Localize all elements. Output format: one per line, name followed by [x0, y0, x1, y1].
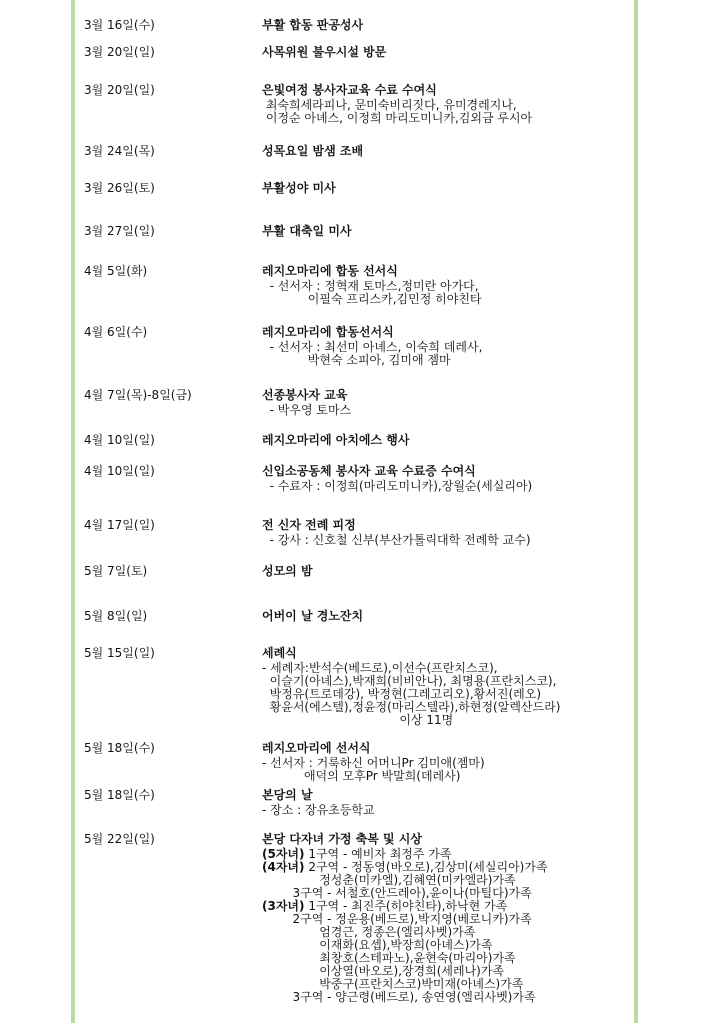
entry-content [262, 144, 632, 159]
entry-title: 전 신자 전례 피정 [262, 518, 356, 532]
right-border-line [634, 0, 638, 1023]
entry-date: 3월 20일(일) [84, 45, 155, 59]
entry-content [262, 741, 632, 783]
detail-text: - 장소 : 장유초등학교 [262, 803, 375, 817]
detail-text: - 선서자 : 최선미 아녜스, 이숙희 데레사, [262, 340, 483, 354]
entry-content [262, 325, 632, 367]
entry-title: 부활성야 미사 [262, 181, 336, 195]
detail-text: - 선서자 : 정혁재 토마스,정미란 아가다, [262, 279, 479, 293]
detail-text: 애덕의 모후Pr 박말희(데레사) [262, 769, 461, 783]
detail-text: 정성춘(미카엘),김혜연(미카엘라)가족 [262, 873, 516, 887]
detail-text: 최숙희세라피나, 문미숙비리짓다, 유미경레지나, [262, 98, 517, 112]
entry-detail-line [262, 534, 632, 547]
detail-text: 이정순 아녜스, 이정희 마리도미니카,김외금 루시아 [262, 111, 533, 125]
entry-title: 은빛여정 봉사자교육 수료 수여식 [262, 83, 437, 97]
detail-text: 이필숙 프리스카,김민정 히야친타 [262, 292, 482, 306]
entry-date: 5월 15일(일) [84, 646, 155, 660]
entry-title: 부활 대축일 미사 [262, 224, 352, 238]
detail-text: - 수료자 : 이정희(마리도미니카),장월순(세실리아) [262, 479, 533, 493]
entry-content [262, 433, 632, 448]
entry-detail-line [262, 804, 632, 817]
detail-text: 최창호(스테파노),윤현숙(마리아)가족 [262, 951, 516, 965]
detail-text: 박정유(트로데강), 박정현(그레고리오),황서진(레오) [262, 687, 542, 701]
entry-detail-line [262, 991, 632, 1004]
detail-text: 3구역 - 서철호(안드레아),윤이나(마틸다)가족 [262, 886, 532, 900]
entry-content [262, 45, 632, 60]
entry-date: 3월 27일(일) [84, 224, 155, 238]
entry-content [262, 83, 632, 125]
entry-content [262, 181, 632, 196]
entry-detail-line [262, 714, 632, 727]
detail-label: (5자녀) [262, 847, 305, 861]
entry-date: 3월 24일(목) [84, 144, 155, 158]
detail-text: 2구역 - 정동영(바오로),김상미(세실리아)가족 [304, 860, 548, 874]
detail-label: (3자녀) [262, 899, 305, 913]
detail-text: - 강사 : 신호철 신부(부산가톨릭대학 전례학 교수) [262, 533, 531, 547]
entry-date: 5월 18일(수) [84, 741, 155, 755]
entry-title: 성목요일 밤샘 조배 [262, 144, 364, 158]
detail-text: 3구역 - 양근령(베드로), 송연영(엘리사벳)가족 [262, 990, 536, 1004]
entry-date: 4월 7일(목)-8일(금) [84, 388, 192, 402]
detail-text: 이슬기(아녜스),박재희(비비안나), 최명용(프란치스코), [262, 674, 557, 688]
detail-text: 2구역 - 정운용(베드로),박지영(베로니카)가족 [262, 912, 532, 926]
entry-content [262, 832, 632, 1004]
entry-date: 3월 26일(토) [84, 181, 155, 195]
entry-detail-line [262, 112, 632, 125]
entry-title: 레지오마리에 아치에스 행사 [262, 433, 410, 447]
entry-content [262, 518, 632, 547]
detail-text: 1구역 - 최진주(히야친타),하낙현 가족 [304, 899, 508, 913]
entry-detail-line [262, 770, 632, 783]
entry-title: 사목위원 불우시설 방문 [262, 45, 387, 59]
entry-date: 5월 18일(수) [84, 788, 155, 802]
entry-date: 5월 22일(일) [84, 832, 155, 846]
entry-date: 3월 16일(수) [84, 18, 155, 32]
detail-text: - 세례자:반석수(베드로),이선수(프란치스코), [262, 661, 498, 675]
entry-detail-line [262, 354, 632, 367]
detail-text: 엄경근, 정종은(엘리사벳)가족 [262, 925, 476, 939]
entry-detail-line [262, 404, 632, 417]
entry-date: 4월 5일(화) [84, 264, 148, 278]
entry-date: 3월 20일(일) [84, 83, 155, 97]
entry-date: 4월 6일(수) [84, 325, 148, 339]
entry-content [262, 18, 632, 33]
detail-text: - 선서자 : 거룩하신 어머니Pr 김미애(젬마) [262, 756, 485, 770]
entry-title: 부활 합동 판공성사 [262, 18, 364, 32]
entry-title: 선종봉사자 교육 [262, 388, 348, 402]
detail-text: 이상열(바오로),장경희(세레나)가족 [262, 964, 505, 978]
entry-title: 어버이 날 경노잔치 [262, 609, 364, 623]
detail-text: 황윤서(에스텔),정윤정(마리스텔라),하현정(알렉산드라) [262, 700, 561, 714]
entry-detail-line [262, 480, 632, 493]
entry-content [262, 464, 632, 493]
entry-title: 본당 다자녀 가정 축복 및 시상 [262, 832, 422, 846]
entry-content [262, 224, 632, 239]
entry-date: 4월 17일(일) [84, 518, 155, 532]
entry-content [262, 264, 632, 306]
detail-text: 박현숙 소피아, 김미애 젬마 [262, 353, 451, 367]
left-border-line [71, 0, 75, 1023]
entry-title: 레지오마리에 합동 선서식 [262, 264, 398, 278]
entry-title: 레지오마리에 선서식 [262, 741, 371, 755]
entry-title: 신입소공동체 봉사자 교육 수료증 수여식 [262, 464, 476, 478]
entry-date: 5월 7일(토) [84, 564, 148, 578]
entry-title: 레지오마리에 합동선서식 [262, 325, 394, 339]
detail-label: (4자녀) [262, 860, 305, 874]
entry-content [262, 564, 632, 579]
detail-text: - 박우영 토마스 [262, 403, 352, 417]
entry-date: 4월 10일(일) [84, 464, 155, 478]
entry-date: 4월 10일(일) [84, 433, 155, 447]
detail-text: 1구역 - 예비자 최정주 가족 [304, 847, 452, 861]
entry-content [262, 609, 632, 624]
detail-text: 이재화(요셉),박장희(아녜스)가족 [262, 938, 493, 952]
detail-text: 이상 11명 [262, 713, 454, 727]
entry-detail-line [262, 293, 632, 306]
entry-title: 세례식 [262, 646, 297, 660]
entry-date: 5월 8일(일) [84, 609, 148, 623]
entry-title: 본당의 날 [262, 788, 313, 802]
entry-title: 성모의 밤 [262, 564, 313, 578]
entry-content [262, 646, 632, 727]
entry-content [262, 788, 632, 817]
entry-content [262, 388, 632, 417]
detail-text: 박중구(프란치스코)박미재(아녜스)가족 [262, 977, 524, 991]
